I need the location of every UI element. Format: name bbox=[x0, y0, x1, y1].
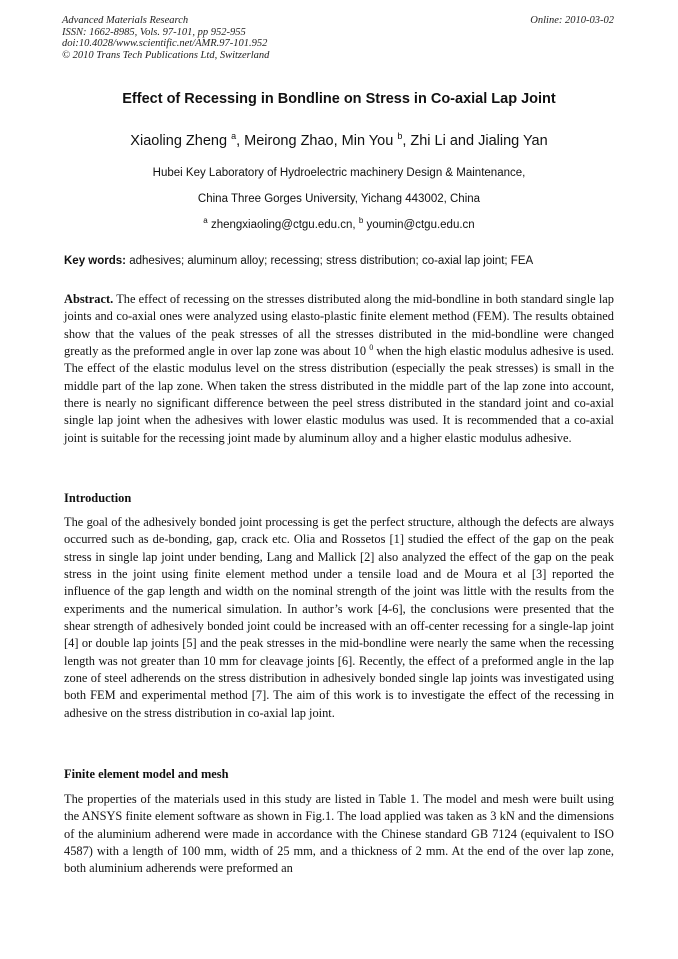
introduction-heading: Introduction bbox=[64, 491, 132, 505]
keywords-text: adhesives; aluminum alloy; recessing; stress distribution; co-axial lap joint; FEA bbox=[129, 255, 534, 267]
keywords bbox=[64, 255, 614, 267]
affiliation-line-2: China Three Gorges University, Yichang 443002, China bbox=[197, 193, 481, 205]
author-3-sup: b bbox=[397, 131, 403, 141]
fem-heading: Finite element model and mesh bbox=[64, 767, 229, 781]
author-list bbox=[0, 131, 678, 149]
author-1-sup: a bbox=[231, 131, 237, 141]
author-list-part-2: , Zhi Li and Jialing Yan bbox=[402, 133, 548, 149]
email-a-sup: a bbox=[203, 216, 208, 225]
fem-paragraph: The properties of the materials used in this study are listed in Table 1. The model and mesh were built using the ANSYS finite element software as shown in Fig.1. The load applied was taken as 3 kN and the dimensions of the aluminium adherend were made in accordance with the Chinese standard GB 7124 (equivalent to ISO 4587) with a length of 100 mm, width of 25 mm, and a thickness of 2 mm. At the end of the over lap zone, both aluminium adherends were preformed an bbox=[64, 792, 614, 876]
abstract-label: Abstract. bbox=[64, 292, 114, 306]
affiliation-line-1: Hubei Key Laboratory of Hydroelectric machinery Design & Maintenance, bbox=[152, 167, 526, 179]
email-line bbox=[0, 216, 678, 231]
degree-sup: 0 bbox=[369, 343, 374, 353]
abstract-paragraph bbox=[64, 291, 614, 447]
doi-line: doi:10.4028/www.scientific.net/AMR.97-101.952 bbox=[62, 38, 268, 49]
paper-title: Effect of Recessing in Bondline on Stress in Co-axial Lap Joint bbox=[122, 91, 556, 107]
author-list-part: , Meirong Zhao, Min You bbox=[236, 133, 394, 149]
online-date: Online: 2010-03-02 bbox=[530, 15, 614, 26]
author-1: Xiaoling Zheng bbox=[130, 133, 228, 149]
abstract-text-1: The effect of recessing on the stresses distributed along the mid-bondline in both standard single lap joints and co-axial ones were analyzed using elasto-plastic finite element method (FEM). The results obtained show that the values of the peak stresses of all the stresses distributed in the mid-bondline were changed greatly as the preformed angle in over lap zone was about 10 bbox=[64, 292, 615, 359]
introduction-paragraph: The goal of the adhesively bonded joint processing is get the perfect structure, although the defects are always occurred such as de-bonding, gap, crack etc. Olia and Rossetos [1] studied the effect of the gap on the peak stress in single lap joint under bending, Lang and Mallick [2] also analyzed the effect of the gap on the peak stress in the joint using finite element method under a tensile load and de Moura et al [3] reported the influence of the gap length and width on the nominal strength of the joint was little with the results from the experiments and the numerical simulation. In author’s work [4-6], the conclusions were presented that the shear strength of adhesively bonded joint could be increased with an off-center recessing for a single-lap joint [4] or double lap joints [5] and the peak stresses in the mid-bondline were nearly the same when the recessing length was not greater than 10 mm for cleavage joints [6]. Recently, the effect of a preformed angle in the lap zone of steel adherends on the stress distribution in adhesively bonded single lap joints was investigated using both FEM and experimental method [7]. The aim of this work is to investigate the effect of the recessing in adhesive on the stress distribution in co-axial lap joint. bbox=[64, 515, 614, 720]
journal-header bbox=[62, 15, 614, 61]
issn-line: ISSN: 1662-8985, Vols. 97-101, pp 952-955 bbox=[62, 26, 246, 38]
email-a: zhengxiaoling@ctgu.edu.cn, bbox=[210, 219, 356, 231]
journal-name: Advanced Materials Research bbox=[62, 15, 189, 26]
copyright-line: © 2010 Trans Tech Publications Ltd, Switzerland bbox=[62, 49, 270, 61]
email-b-sup: b bbox=[358, 216, 364, 225]
abstract-text-2: when the high elastic modulus adhesive is used. The effect of the elastic modulus level on the stress distribution (especially the peak stresses) is small in the middle part of the lap zone. When taken the stress distributed in the middle part of the lap zone into account, there is nearly no significant difference between the peel stress distributed in the standard joint and co-axial single lap joint when the adhesives with lower elastic modulus was used. It is recommended that a co-axial joint is suitable for the recessing joint made by aluminum alloy and a higher elastic modulus adhesive. bbox=[64, 344, 614, 445]
email-b: youmin@ctgu.edu.cn bbox=[366, 219, 475, 231]
keywords-label: Key words: bbox=[64, 255, 126, 267]
